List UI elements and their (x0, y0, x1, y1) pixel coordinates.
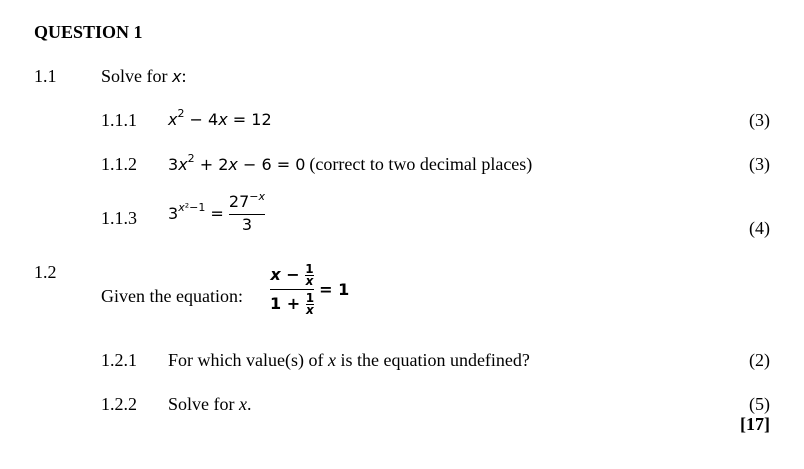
marks-1-1-3: (4) (749, 218, 770, 238)
total-marks: [17] (740, 414, 770, 434)
question-number-1-1-3: 1.1.3 (101, 208, 137, 228)
question-prompt-1-2: Given the equation: (101, 286, 243, 306)
question-number-1-1-1: 1.1.1 (101, 110, 137, 130)
equation-1-1-3: $3^{x^2-1}$ = $\frac{27^{-x}}{3}$ (168, 190, 266, 234)
marks-1-2-2: (5) (749, 394, 770, 414)
question-number-1-2: 1.2 (34, 262, 57, 282)
marks-1-1-2: (3) (749, 154, 770, 174)
question-text-1-2-2: Solve for x. (168, 394, 252, 414)
question-title: QUESTION 1 (34, 22, 143, 42)
equation-1-2: x − $\frac{1}{x}$ 1 + $\frac{1}{x}$ = 1 (270, 262, 350, 317)
question-number-1-1: 1.1 (34, 66, 57, 86)
equation-1-1-2: $3x^2 + 2x - 6 = 0$ (correct to two decimal places) (168, 152, 533, 174)
equation-1-1-1: $x^2 - 4x = 12$ (168, 107, 272, 129)
fraction-27-over-3: $\frac{27^{-x}}{3}$ (228, 190, 266, 234)
question-number-1-1-2: 1.1.2 (101, 154, 137, 174)
question-prompt-1-1: Solve for x: (101, 66, 187, 86)
question-number-1-2-1: 1.2.1 (101, 350, 137, 370)
question-text-1-2-1: For which value(s) of x is the equation undefined? (168, 350, 530, 370)
equation-note: (correct to two decimal places) (309, 154, 533, 174)
marks-1-1-1: (3) (749, 110, 770, 130)
question-number-1-2-2: 1.2.2 (101, 394, 137, 414)
marks-1-2-1: (2) (749, 350, 770, 370)
complex-fraction: x − $\frac{1}{x}$ 1 + $\frac{1}{x}$ (270, 262, 315, 317)
